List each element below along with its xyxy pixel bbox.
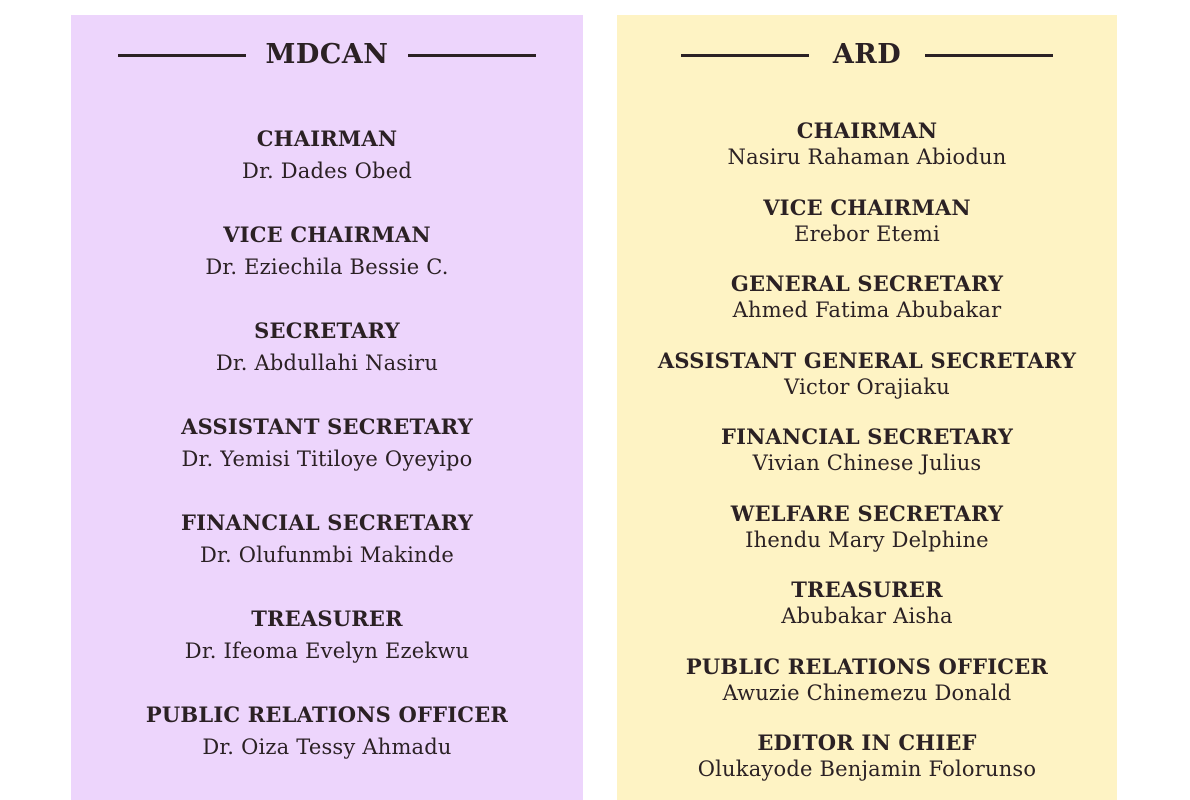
entry-role: FINANCIAL SECRETARY	[180, 510, 474, 535]
entry-role: CHAIRMAN	[796, 118, 938, 143]
entry-name: Dr. Yemisi Titiloye Oyeyipo	[181, 447, 473, 471]
entry-role: ASSISTANT GENERAL SECRETARY	[657, 347, 1077, 373]
ard-entry	[617, 729, 1117, 800]
ard-entry	[617, 270, 1117, 347]
entry-role: VICE CHAIRMAN	[223, 222, 431, 247]
entry-name: Victor Orajiaku	[784, 374, 950, 399]
mdcan-entry	[71, 603, 583, 699]
entry-role: PUBLIC RELATIONS OFFICER	[145, 702, 509, 727]
heading-rule-left	[681, 54, 809, 57]
entry-role: TREASURER	[251, 606, 403, 631]
ard-entry	[617, 423, 1117, 500]
entry-name: Dr. Olufunmbi Makinde	[199, 543, 454, 567]
ard-entry	[617, 653, 1117, 730]
ard-title: ARD	[832, 39, 902, 70]
mdcan-panel	[71, 15, 583, 800]
ard-entry	[617, 347, 1117, 424]
ard-panel	[617, 15, 1117, 800]
ard-entry	[617, 576, 1117, 653]
entry-role: VICE CHAIRMAN	[763, 194, 971, 220]
entry-role: PUBLIC RELATIONS OFFICER	[685, 653, 1049, 679]
ard-entry	[617, 500, 1117, 577]
mdcan-entry	[71, 699, 583, 795]
mdcan-heading	[71, 37, 583, 73]
mdcan-entry-list	[71, 123, 583, 795]
mdcan-entry	[71, 219, 583, 315]
entry-role: GENERAL SECRETARY	[730, 271, 1004, 296]
entry-role: CHAIRMAN	[256, 126, 398, 151]
ard-entry-list	[617, 117, 1117, 800]
ard-heading	[617, 37, 1117, 73]
entry-name: Dr. Dades Obed	[242, 159, 412, 183]
entry-name: Dr. Eziechila Bessie C.	[205, 255, 449, 279]
heading-rule-right	[408, 54, 536, 57]
mdcan-entry	[71, 507, 583, 603]
entry-role: EDITOR IN CHIEF	[757, 730, 977, 755]
mdcan-title: MDCAN	[265, 39, 389, 70]
entry-role: WELFARE SECRETARY	[730, 500, 1004, 526]
entry-name: Awuzie Chinemezu Donald	[722, 680, 1012, 705]
entry-name: Olukayode Benjamin Folorunso	[697, 757, 1037, 781]
entry-role: TREASURER	[791, 577, 943, 602]
entry-name: Dr. Oiza Tessy Ahmadu	[202, 735, 452, 759]
entry-name: Nasiru Rahaman Abiodun	[727, 145, 1007, 169]
mdcan-entry	[71, 411, 583, 507]
entry-name: Abubakar Aisha	[781, 604, 953, 628]
entry-name: Dr. Abdullahi Nasiru	[215, 351, 439, 375]
entry-role: FINANCIAL SECRETARY	[720, 424, 1014, 449]
entry-name: Dr. Ifeoma Evelyn Ezekwu	[184, 639, 470, 663]
heading-rule-left	[118, 54, 246, 57]
entry-name: Ihendu Mary Delphine	[745, 527, 989, 552]
entry-role: ASSISTANT SECRETARY	[181, 414, 473, 439]
ard-entry	[617, 194, 1117, 271]
mdcan-entry	[71, 315, 583, 411]
heading-rule-right	[925, 54, 1053, 57]
entry-role: SECRETARY	[254, 318, 400, 343]
ard-entry	[617, 117, 1117, 194]
entry-name: Vivian Chinese Julius	[752, 451, 982, 475]
entry-name: Erebor Etemi	[794, 221, 940, 246]
mdcan-entry	[71, 123, 583, 219]
entry-name: Ahmed Fatima Abubakar	[732, 298, 1002, 322]
